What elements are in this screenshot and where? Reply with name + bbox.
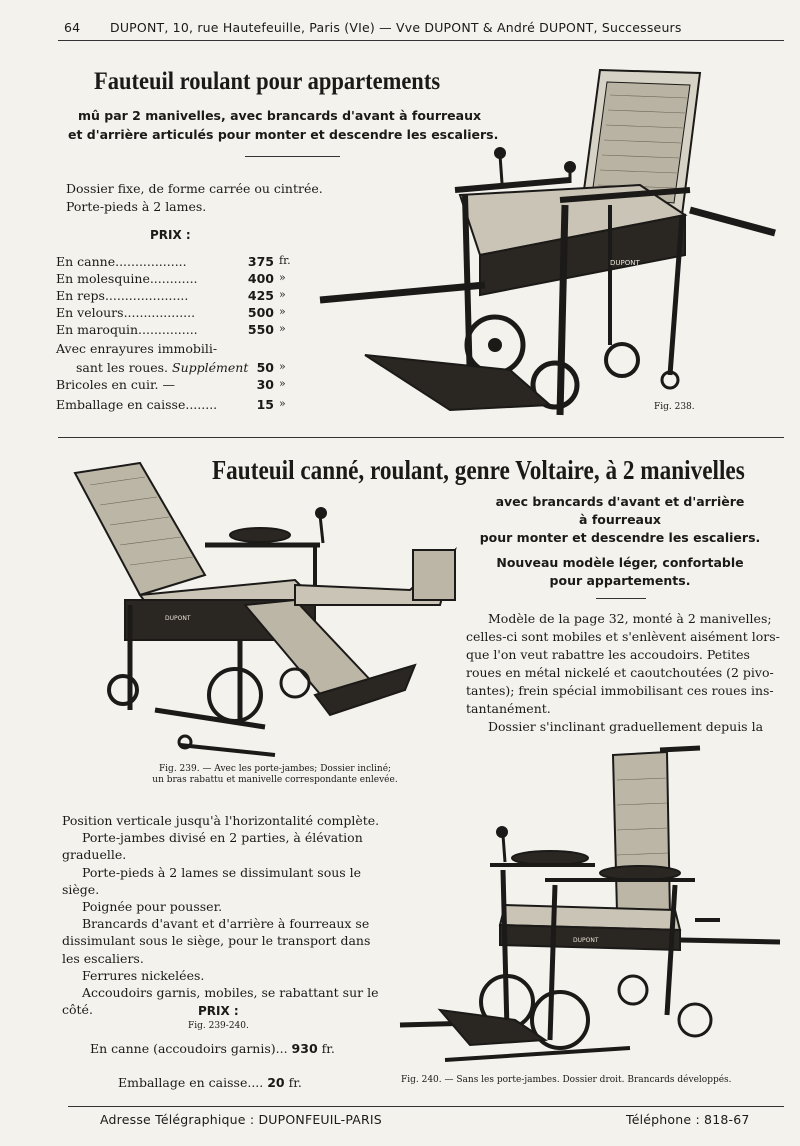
text-line: Brancards d'avant et d'arrière à fourreaux se — [82, 916, 370, 932]
price-unit: » — [279, 397, 286, 410]
price-unit: » — [279, 305, 286, 318]
text-line: Porte-jambes divisé en 2 parties, à élévation — [82, 830, 363, 846]
text-line: Poignée pour pousser. — [82, 899, 223, 915]
price-label: Bricoles en cuir. — — [56, 377, 175, 392]
para-line: tantanément. — [466, 701, 551, 716]
price-row — [56, 288, 296, 305]
emballage-unit: fr. — [288, 1075, 302, 1090]
price-value: 425 — [247, 288, 274, 303]
page-number: 64 — [64, 20, 81, 35]
para-line: que l'on veut rabattre les accoudoirs. Petites — [466, 647, 750, 662]
para-line: roues en métal nickelé et caoutchoutées (2 pivo- — [466, 665, 774, 680]
text-line: Ferrures nickelées. — [82, 967, 205, 983]
canne-price-row — [90, 1040, 335, 1058]
text-line: côté. — [62, 1002, 93, 1018]
canne-label: En canne (accoudoirs garnis)... — [90, 1041, 288, 1056]
price-value: 30 — [256, 377, 274, 392]
chair-brand-label: DUPONT — [573, 937, 599, 944]
section1-subtitle-2: et d'arrière articulés pour monter et descendre les escaliers. — [68, 127, 499, 142]
fig240-caption: Fig. 240. — Sans les porte-jambes. Dossier droit. Brancards développés. — [401, 1075, 732, 1085]
enrayures-line-2 — [76, 360, 248, 375]
para-line: tantes); frein spécial immobilisant ces roues ins- — [466, 683, 774, 698]
text-line: Position verticale jusqu'à l'horizontalité complète. — [62, 813, 380, 828]
price-unit: fr. — [279, 254, 291, 267]
text-line: les escaliers. — [62, 950, 144, 966]
price-unit: » — [279, 322, 286, 335]
fig238-caption: Fig. 238. — [654, 402, 695, 412]
price-row — [56, 322, 296, 339]
canne-unit: fr. — [321, 1041, 335, 1056]
footer-telephone: Téléphone : 818-67 — [626, 1112, 750, 1127]
text-line: dissimulant sous le siège, pour le transport dans — [62, 933, 371, 949]
price-row — [56, 305, 296, 322]
price-value: 375 — [247, 254, 274, 269]
footer-rule — [68, 1106, 784, 1107]
price-value: 400 — [247, 271, 274, 286]
price-label: En molesquine............ — [56, 271, 198, 286]
section2-prix-label: PRIX : — [198, 1004, 239, 1018]
section-divider-rule — [58, 437, 784, 438]
section1-subtitle-1: mû par 2 manivelles, avec brancards d'avant à fourreaux — [78, 108, 482, 123]
fig239-caption-2: un bras rabattu et manivelle correspondante enlevée. — [152, 775, 398, 785]
price-unit: » — [279, 360, 286, 373]
para-line: celles-ci sont mobiles et s'enlèvent aisément lors- — [466, 629, 780, 644]
canne-value: 930 — [291, 1041, 318, 1056]
chair-brand-label: DUPONT — [610, 259, 640, 267]
section2-left-text — [62, 812, 382, 1018]
enrayures-text: sant les roues. — [76, 360, 169, 375]
text-line: Accoudoirs garnis, mobiles, se rabattant sur le — [82, 985, 379, 1001]
section1-title: Fauteuil roulant pour appartements — [94, 68, 441, 95]
header-rule — [58, 40, 784, 41]
chair-brand-label: DUPONT — [165, 615, 191, 622]
section2-title: Fauteuil canné, roulant, genre Voltaire, à 2 manivelles — [212, 455, 745, 485]
footer-telegraph: Adresse Télégraphique : DUPONFEUIL-PARIS — [100, 1112, 382, 1127]
price-row — [56, 254, 296, 271]
text-line: graduelle. — [62, 847, 127, 863]
price-label: En maroquin............... — [56, 322, 198, 337]
enrayures-line-1: Avec enrayures immobili- — [56, 341, 218, 356]
header-text: DUPONT, 10, rue Hautefeuille, Paris (VIe) — Vve DUPONT & André DUPONT, Successeurs — [110, 20, 682, 35]
price-value: 50 — [256, 360, 274, 375]
section2-short-rule — [596, 598, 646, 599]
para-line: Dossier s'inclinant graduellement depuis la — [488, 719, 764, 734]
section2-prix-fig: Fig. 239-240. — [188, 1021, 249, 1031]
emballage-value: 20 — [267, 1075, 285, 1090]
price-row-enrayures — [56, 360, 296, 377]
price-unit: » — [279, 271, 286, 284]
section2-sub-3: pour monter et descendre les escaliers. — [479, 530, 761, 545]
section2-para — [466, 610, 786, 736]
fig239-caption-1: Fig. 239. — Avec les porte-jambes; Dossier incliné; — [158, 764, 392, 774]
wheelchair-illustration-fig238 — [310, 55, 790, 425]
section2-sub-2: à fourreaux — [579, 512, 661, 527]
section1-desc-2: Porte-pieds à 2 lames. — [66, 199, 207, 214]
price-value: 550 — [247, 322, 274, 337]
section2-sub-4: Nouveau modèle léger, confortable — [496, 555, 744, 570]
price-row-emballage — [56, 397, 296, 414]
text-line: Porte-pieds à 2 lames se dissimulant sous le — [82, 864, 362, 880]
emballage-price-row — [118, 1074, 302, 1092]
reclining-chair-illustration-fig239 — [45, 455, 465, 760]
price-label: En canne.................. — [56, 254, 187, 269]
para-line: Modèle de la page 32, monté à 2 manivelles; — [488, 611, 772, 626]
section2-sub-5: pour appartements. — [549, 573, 691, 588]
section1-prix-label: PRIX : — [150, 228, 191, 242]
section2-sub-1: avec brancards d'avant et d'arrière — [495, 494, 745, 509]
price-row — [56, 271, 296, 288]
emballage-label: Emballage en caisse.... — [118, 1075, 264, 1090]
text-line: siège. — [62, 881, 100, 897]
price-row-bricoles — [56, 377, 296, 394]
price-value: 15 — [256, 397, 274, 412]
price-unit: » — [279, 377, 286, 390]
price-label: Emballage en caisse........ — [56, 397, 218, 412]
price-label: En velours.................. — [56, 305, 196, 320]
section1-desc-1: Dossier fixe, de forme carrée ou cintrée. — [66, 181, 323, 196]
upright-chair-illustration-fig240 — [395, 740, 790, 1070]
price-unit: » — [279, 288, 286, 301]
supplement-label: Supplément — [172, 360, 249, 375]
price-value: 500 — [247, 305, 274, 320]
price-label: En reps..................... — [56, 288, 189, 303]
